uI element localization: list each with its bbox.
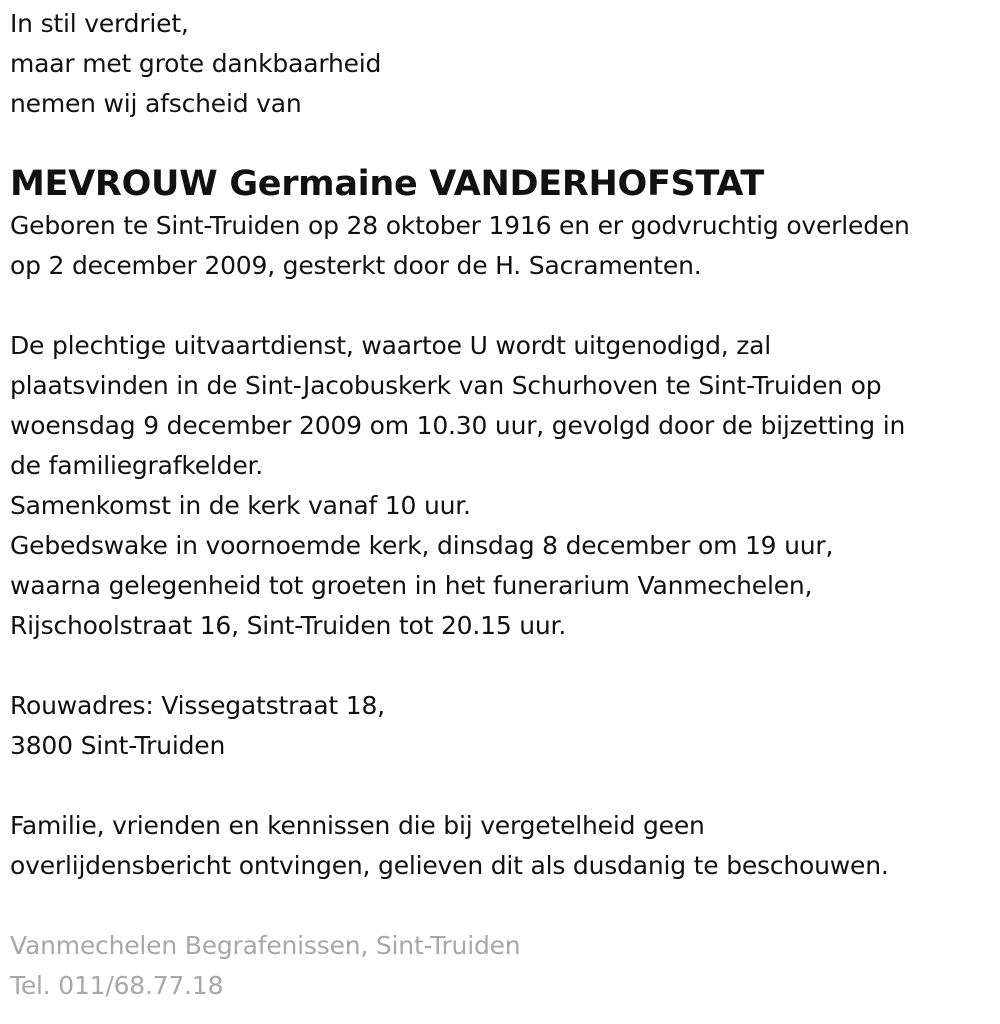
mourning-address-section bbox=[10, 686, 1000, 766]
service-line: Rijschoolstraat 16, Sint-Truiden tot 20.15 uur. bbox=[10, 611, 567, 640]
service-line: Samenkomst in de kerk vanaf 10 uur. bbox=[10, 491, 471, 520]
intro-line: In stil verdriet, bbox=[10, 9, 189, 38]
spacer bbox=[10, 886, 1000, 926]
birth-death-line: Geboren te Sint-Truiden op 28 oktober 1916 en er godvruchtig overleden bbox=[10, 211, 910, 240]
service-line: de familiegrafkelder. bbox=[10, 451, 264, 480]
intro-line: maar met grote dankbaarheid bbox=[10, 49, 382, 78]
notice-section bbox=[10, 806, 1000, 886]
intro-line: nemen wij afscheid van bbox=[10, 89, 302, 118]
intro-section bbox=[10, 4, 1000, 124]
service-line: woensdag 9 december 2009 om 10.30 uur, gevolgd door de bijzetting in bbox=[10, 411, 906, 440]
funeral-home-name: Vanmechelen Begrafenissen, Sint-Truiden bbox=[10, 931, 521, 960]
mourning-address-line: 3800 Sint-Truiden bbox=[10, 731, 226, 760]
service-line: Gebedswake in voornoemde kerk, dinsdag 8 december om 19 uur, bbox=[10, 531, 834, 560]
spacer bbox=[10, 286, 1000, 326]
spacer bbox=[10, 646, 1000, 686]
birth-death-section bbox=[10, 206, 1000, 286]
mourning-address-line: Rouwadres: Vissegatstraat 18, bbox=[10, 691, 385, 720]
service-line: plaatsvinden in de Sint-Jacobuskerk van Schurhoven te Sint-Truiden op bbox=[10, 371, 882, 400]
spacer bbox=[10, 766, 1000, 806]
deceased-name: MEVROUW Germaine VANDERHOFSTAT bbox=[10, 164, 764, 204]
notice-line: Familie, vrienden en kennissen die bij vergetelheid geen bbox=[10, 811, 705, 840]
service-line: waarna gelegenheid tot groeten in het funerarium Vanmechelen, bbox=[10, 571, 813, 600]
service-section bbox=[10, 326, 1000, 646]
notice-line: overlijdensbericht ontvingen, gelieven dit als dusdanig te beschouwen. bbox=[10, 851, 889, 880]
funeral-home-section bbox=[10, 926, 1000, 1006]
funeral-home-phone: Tel. 011/68.77.18 bbox=[10, 971, 224, 1000]
service-line: De plechtige uitvaartdienst, waartoe U wordt uitgenodigd, zal bbox=[10, 331, 772, 360]
birth-death-line: op 2 december 2009, gesterkt door de H. Sacramenten. bbox=[10, 251, 702, 280]
